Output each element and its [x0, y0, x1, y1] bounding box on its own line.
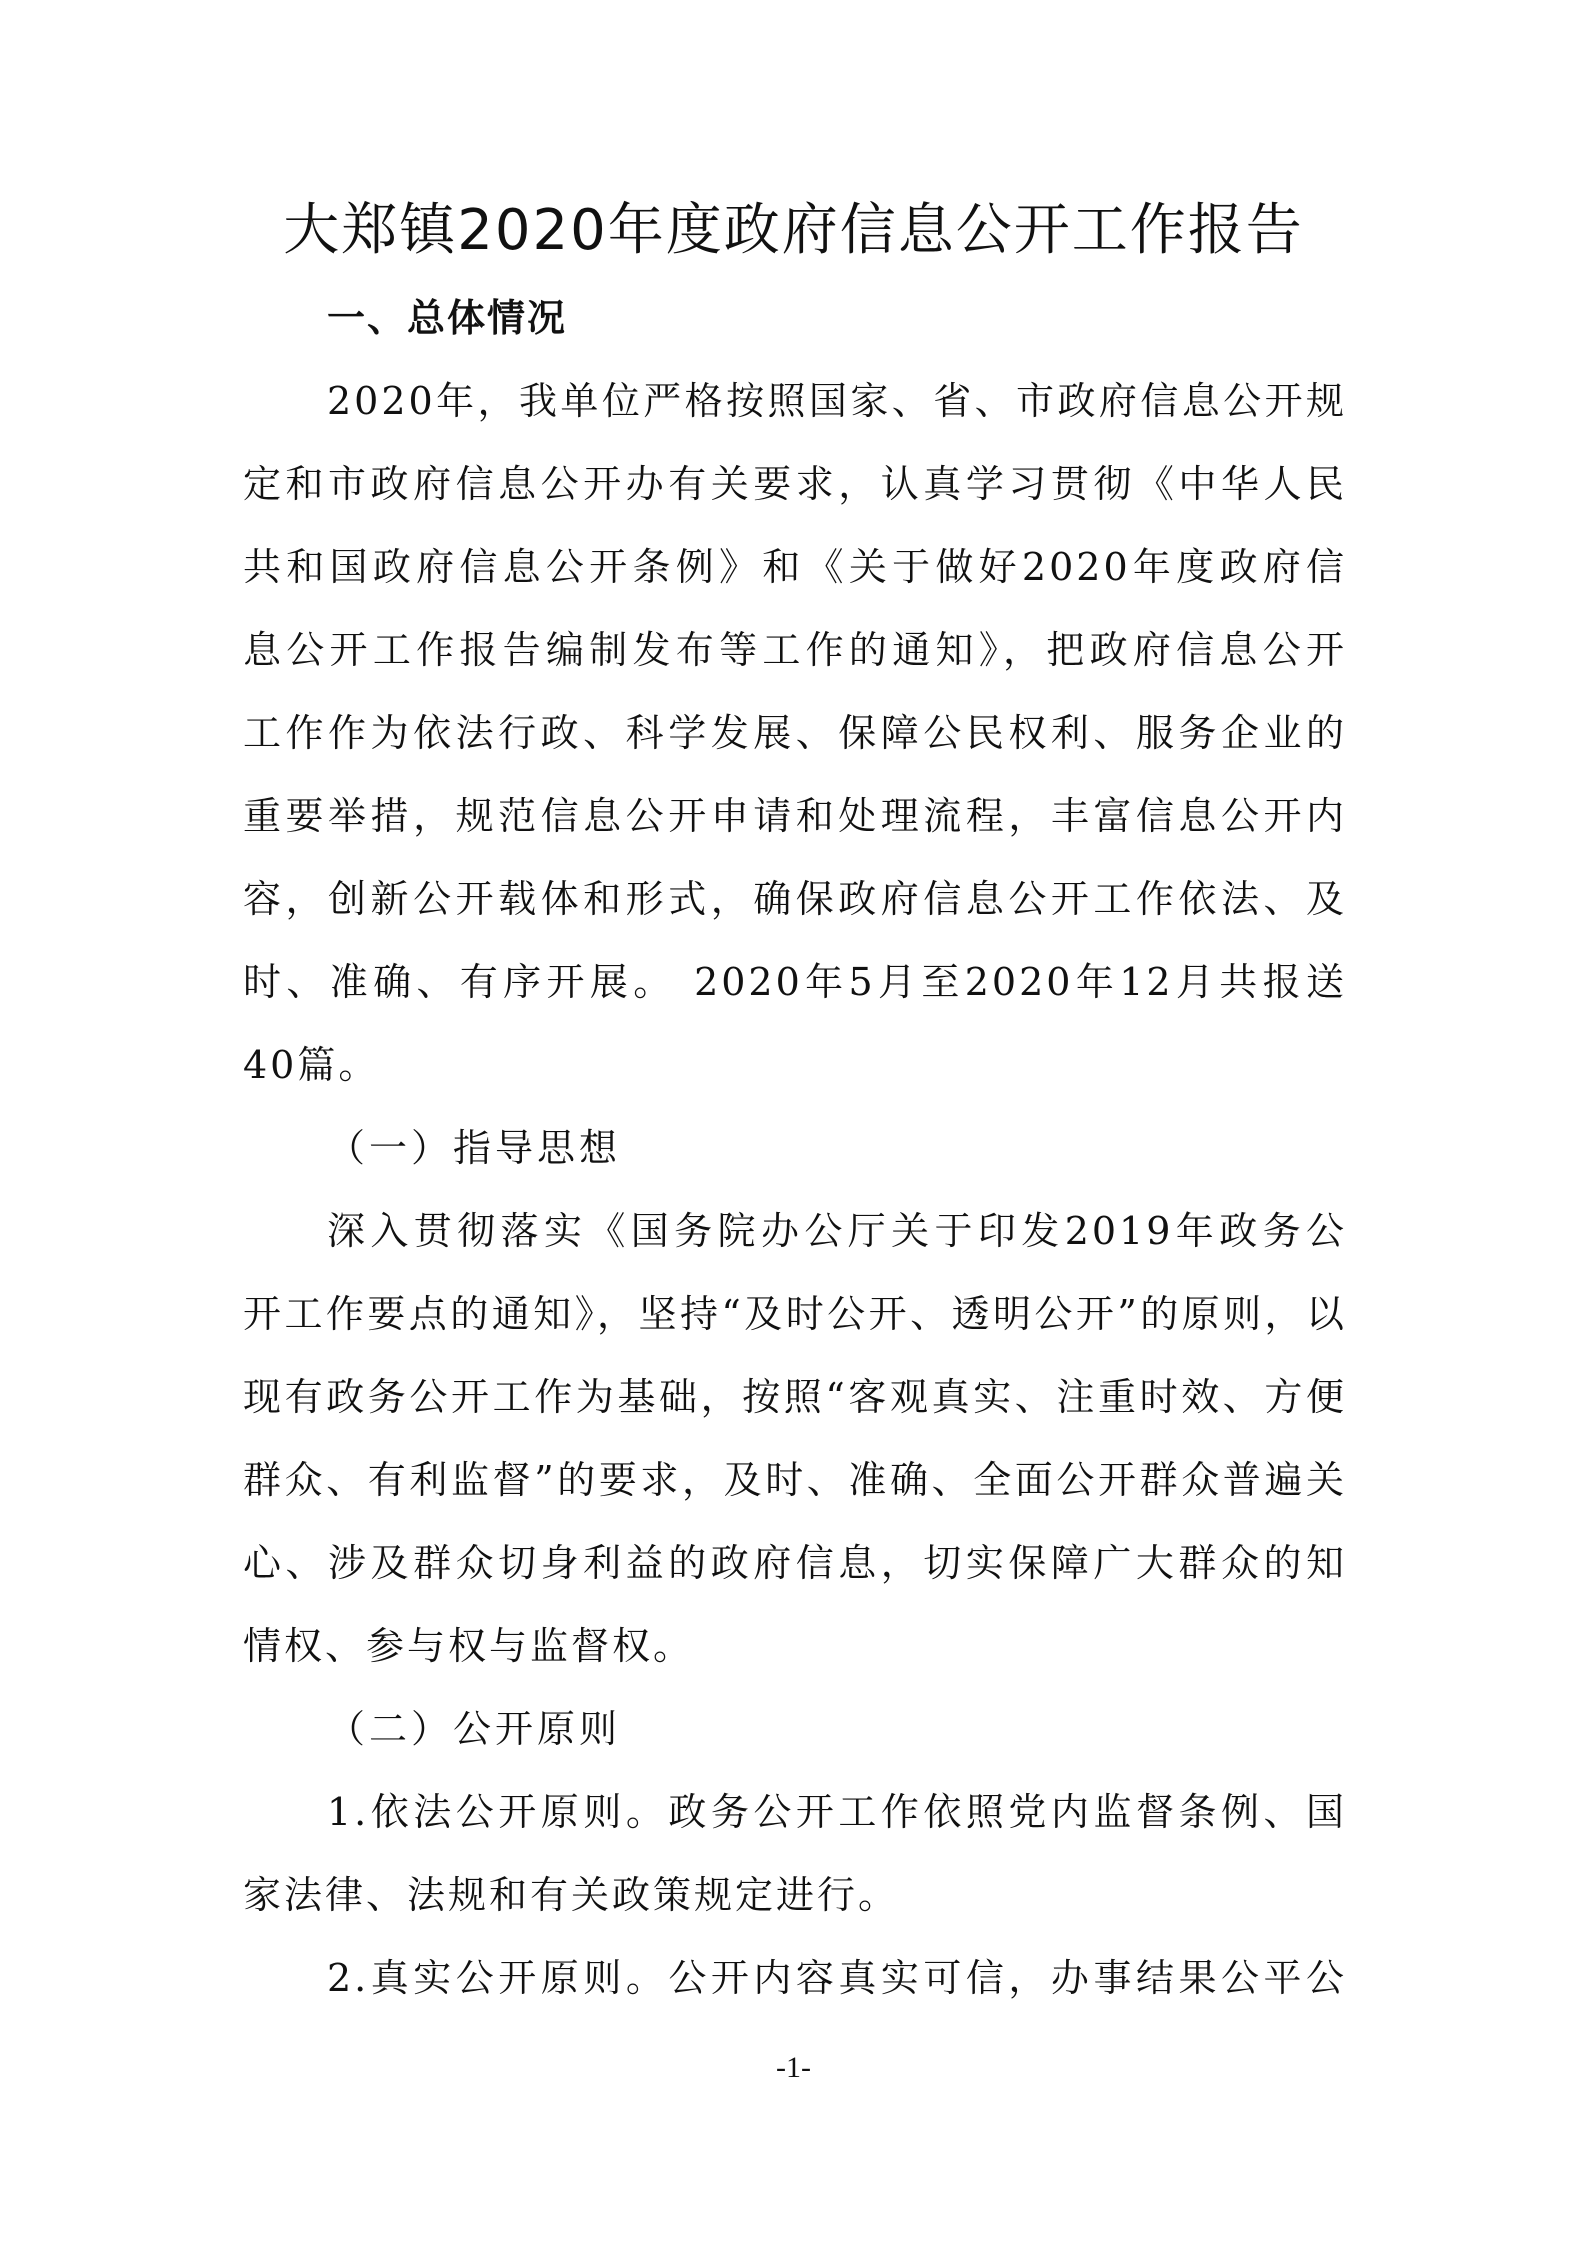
document-title: 大郑镇2020年度政府信息公开工作报告 [283, 198, 1304, 263]
paragraph-line: 工作作为依法行政、科学发展、保障公民权利、服务企业的 [243, 711, 1347, 755]
paragraph-line: 息公开工作报告编制发布等工作的通知》，把政府信息公开 [243, 628, 1347, 672]
paragraph-line: 心、涉及群众切身利益的政府信息，切实保障广大群众的知 [243, 1541, 1347, 1585]
paragraph-line: 2020年，我单位严格按照国家、省、市政府信息公开规 [327, 379, 1347, 423]
paragraph-line: 情权、参与权与监督权。 [243, 1624, 695, 1668]
paragraph-line: 容，创新公开载体和形式，确保政府信息公开工作依法、及 [243, 877, 1347, 921]
subsection-heading-guiding-ideology: （一）指导思想 [327, 1126, 622, 1170]
page-number: -1- [776, 2051, 811, 2084]
paragraph-line: 开工作要点的通知》，坚持“及时公开、透明公开”的原则，以 [243, 1292, 1347, 1336]
paragraph-line: 共和国政府信息公开条例》和《关于做好2020年度政府信 [243, 545, 1347, 589]
paragraph-line: 现有政务公开工作为基础，按照“客观真实、注重时效、方便 [243, 1375, 1347, 1419]
paragraph-line: 定和市政府信息公开办有关要求，认真学习贯彻《中华人民 [243, 462, 1347, 506]
paragraph-line: 家法律、法规和有关政策规定进行。 [243, 1873, 900, 1917]
paragraph-line: 群众、有利监督”的要求，及时、准确、全面公开群众普遍关 [243, 1458, 1347, 1502]
paragraph-line: 1.依法公开原则。政务公开工作依照党内监督条例、国 [327, 1790, 1347, 1834]
subsection-heading-disclosure-principles: （二）公开原则 [327, 1707, 622, 1751]
paragraph-line: 2.真实公开原则。公开内容真实可信，办事结果公平公 [327, 1956, 1347, 2000]
paragraph-line: 重要举措，规范信息公开申请和处理流程，丰富信息公开内 [243, 794, 1347, 838]
paragraph-line: 深入贯彻落实《国务院办公厅关于印发2019年政务公 [327, 1209, 1347, 1253]
section-heading-overview: 一、总体情况 [327, 296, 568, 340]
paragraph-line: 时、准确、有序开展。 2020年5月至2020年12月共报送 [243, 960, 1347, 1004]
paragraph-line: 40篇。 [243, 1043, 380, 1087]
